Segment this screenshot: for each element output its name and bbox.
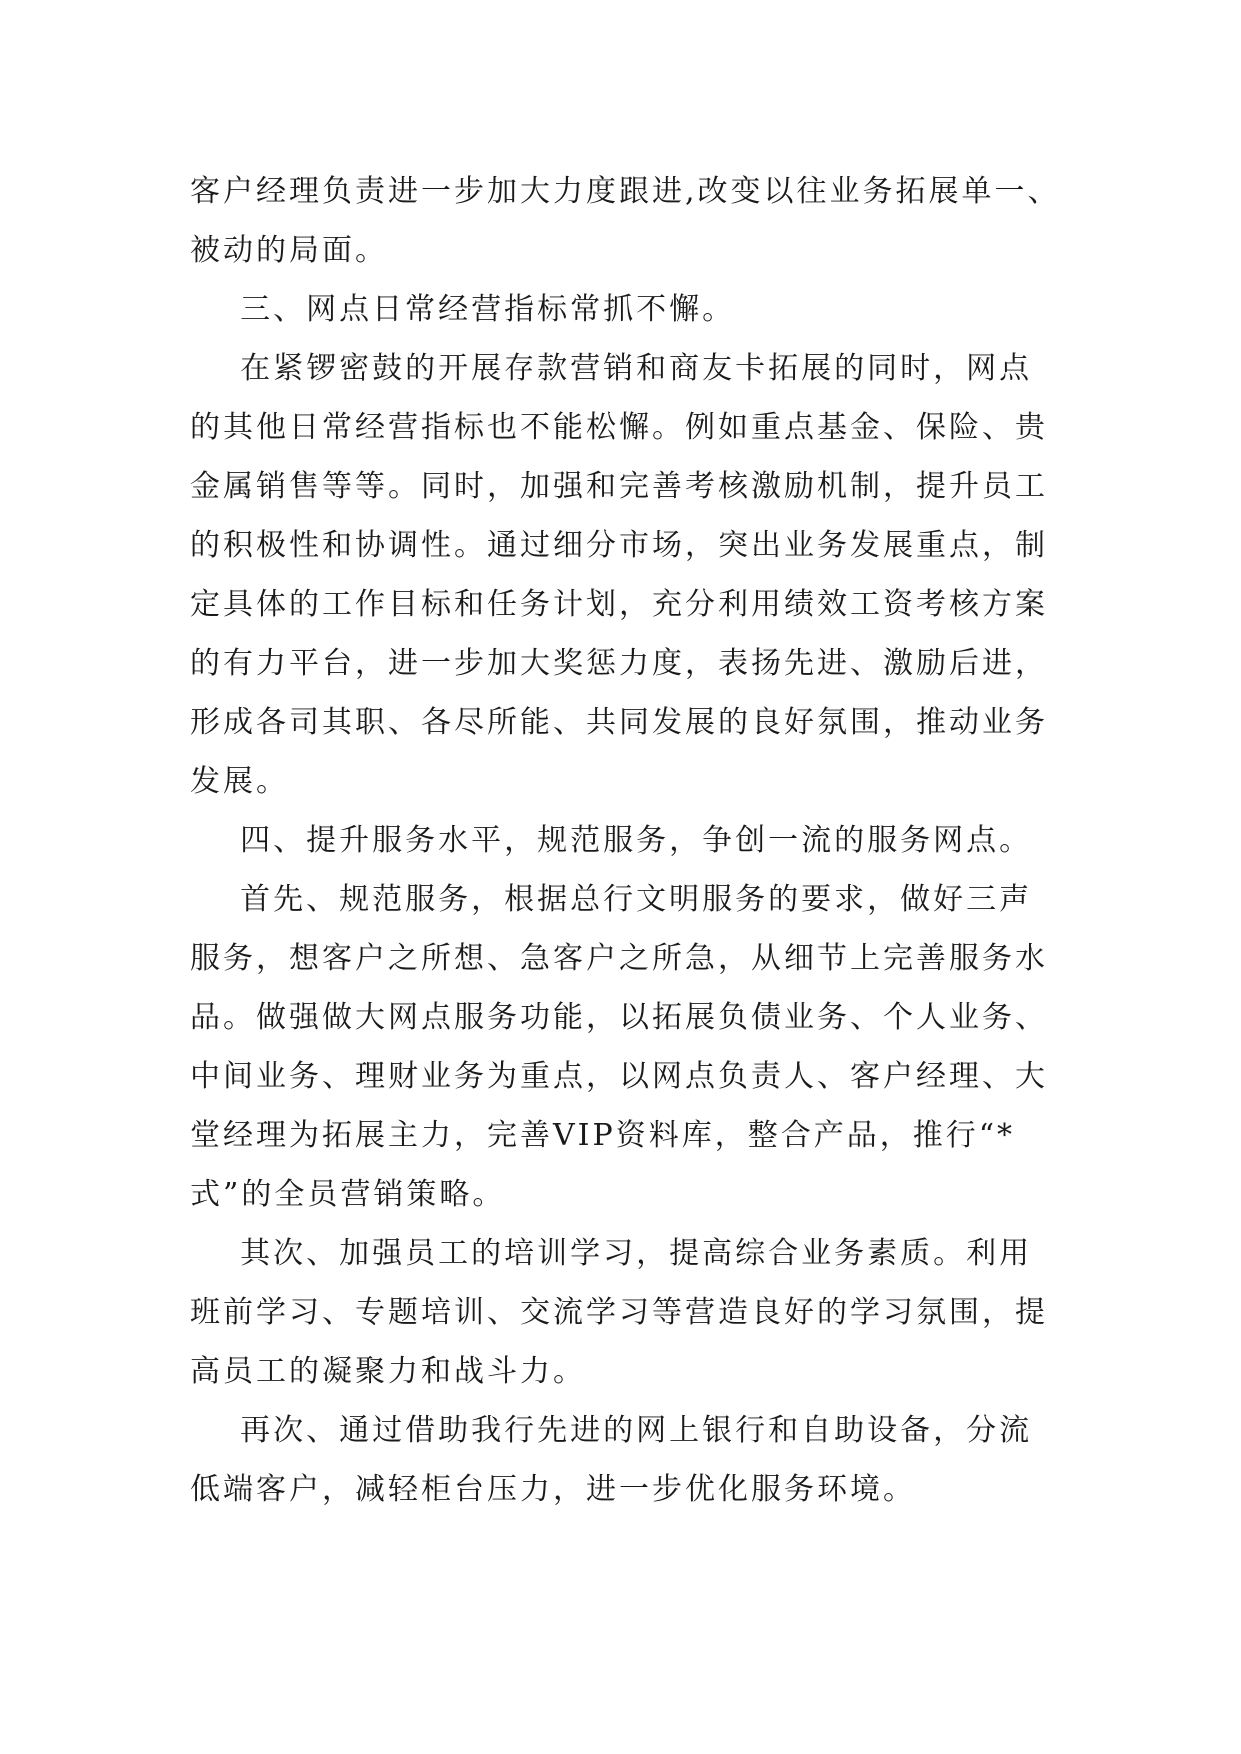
text-line: 在紧锣密鼓的开展存款营销和商友卡拓展的同时，网点 — [190, 351, 1033, 386]
text-line: 高员工的凝聚力和战斗力。 — [190, 1354, 586, 1389]
text-line: 班前学习、专题培训、交流学习等营造良好的学习氛围，提 — [190, 1295, 1048, 1330]
text-line: 被动的局面。 — [190, 233, 388, 268]
text-line: 定具体的工作目标和任务计划，充分利用绩效工资考核方案 — [190, 587, 1048, 622]
text-line: 的有力平台，进一步加大奖惩力度，表扬先进、激励后进， — [190, 646, 1048, 681]
text-line: 堂经理为拓展主力，完善VIP资料库，整合产品，推行“* — [190, 1118, 1016, 1153]
text-line: 再次、通过借助我行先进的网上银行和自助设备，分流 — [190, 1413, 1033, 1448]
text-line: 首先、规范服务，根据总行文明服务的要求，做好三声 — [190, 882, 1033, 917]
section-heading-3: 三、网点日常经营指标常抓不懈。 — [190, 292, 736, 327]
text-line: 低端客户，减轻柜台压力，进一步优化服务环境。 — [190, 1472, 916, 1507]
text-line: 品。做强做大网点服务功能，以拓展负债业务、个人业务、 — [190, 1000, 1048, 1035]
text-line: 形成各司其职、各尽所能、共同发展的良好氛围，推动业务 — [190, 705, 1048, 740]
text-line: 其次、加强员工的培训学习，提高综合业务素质。利用 — [190, 1236, 1033, 1271]
text-line: 的其他日常经营指标也不能松懈。例如重点基金、保险、贵 — [190, 410, 1048, 445]
section-heading-4: 四、提升服务水平，规范服务，争创一流的服务网点。 — [190, 823, 1033, 858]
text-line: 的积极性和协调性。通过细分市场，突出业务发展重点，制 — [190, 528, 1048, 563]
text-line: 式”的全员营销策略。 — [190, 1177, 506, 1212]
document-body — [190, 162, 1080, 1519]
text-line: 客户经理负责进一步加大力度跟进,改变以往业务拓展单一、 — [190, 174, 1061, 209]
text-line: 发展。 — [190, 764, 289, 799]
text-line: 中间业务、理财业务为重点，以网点负责人、客户经理、大 — [190, 1059, 1048, 1094]
text-line: 金属销售等等。同时，加强和完善考核激励机制，提升员工 — [190, 469, 1048, 504]
text-line: 服务，想客户之所想、急客户之所急，从细节上完善服务水 — [190, 941, 1048, 976]
